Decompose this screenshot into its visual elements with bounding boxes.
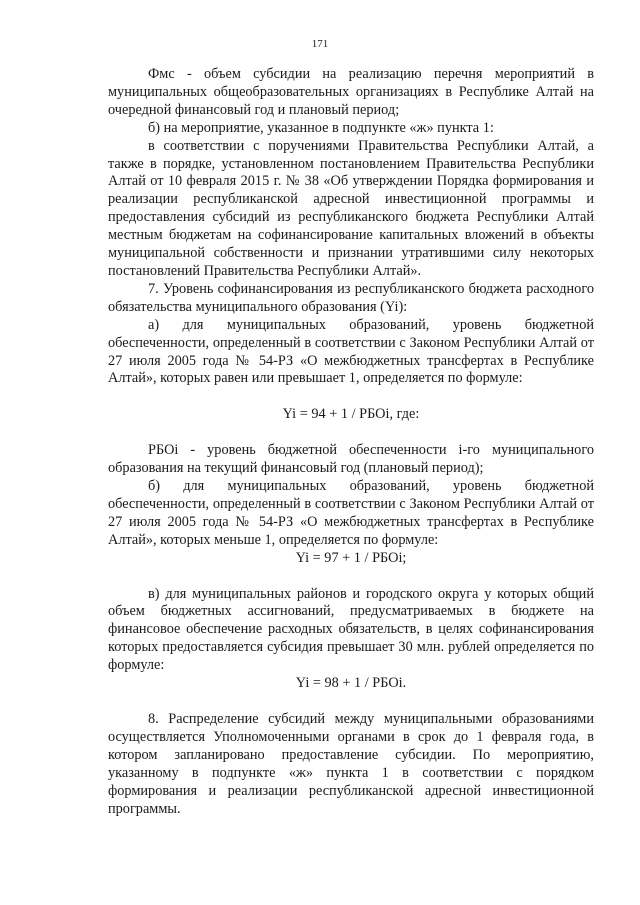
- paragraph-item-7: 7. Уровень софинансирования из республиканского бюджета расходного обязательства муниципального образования (Yi):: [108, 280, 594, 315]
- paragraph-fms-definition: Фмс - объем субсидии на реализацию перечня мероприятий в муниципальных общеобразовательных организациях в Республике Алтай на очередной финансовый год и плановый период;: [108, 66, 594, 118]
- paragraph-item-8: 8. Распределение субсидий между муниципальными образованиями осуществляется Уполномоченными органами в срок до 1 февраля года, в котором запланировано предоставление субсидии. По мероприятию, указанному в подпункте «ж» пункта 1 в соответствии с порядком формирования и реализации республиканской адресной инвестиционной программы.: [108, 711, 594, 817]
- formula-3: Yi = 98 + 1 / РБОi.: [295, 675, 407, 692]
- paragraph-item-7c: в) для муниципальных районов и городского округа у которых общий объем бюджетных ассигнований, предусматриваемых в бюджете на финансовое обеспечение расходных обязательств, в целях софинансирования которых предоставляется субсидия превышает 30 млн. рублей определяется по формуле:: [108, 585, 594, 674]
- document-body: [108, 66, 594, 818]
- formula-1: Yi = 94 + 1 / РБОi, где:: [282, 406, 420, 423]
- formula-2: Yi = 97 + 1 / РБОi;: [295, 549, 407, 566]
- paragraph-rbo-definition: РБОi - уровень бюджетной обеспеченности i-го муниципального образования на текущий финансовый год (плановый период);: [108, 442, 594, 477]
- paragraph-item-7b: б) для муниципальных образований, уровень бюджетной обеспеченности, определенный в соответствии с Законом Республики Алтай от 27 июля 2005 года № 54-РЗ «О межбюджетных трансфертах в Республике Алтай», которых меньше 1, определяется по формуле:: [108, 478, 594, 548]
- paragraph-item-7a: а) для муниципальных образований, уровень бюджетной обеспеченности, определенный в соответствии с Законом Республики Алтай от 27 июля 2005 года № 54-РЗ «О межбюджетных трансфертах в Республике Алтай», которых равен или превышает 1, определяется по формуле:: [108, 316, 594, 387]
- paragraph-subitem-b: б) на мероприятие, указанное в подпункте «ж» пункта 1:: [148, 119, 494, 136]
- page-number: 171: [311, 38, 329, 50]
- paragraph-government-order: в соответствии с поручениями Правительства Республики Алтай, а также в порядке, установленном постановлением Правительства Республики Алтай от 10 февраля 2015 г. № 38 «Об утверждении Порядка формирования и реализации республиканской адресной инвестиционной программы и предоставления субсидий из республиканского бюджета Республики Алтай местным бюджетам на софинансирование капитальных вложений в объекты муниципальной собственности и признании утратившими силу некоторых постановлений Правительства Республики Алтай».: [108, 137, 594, 279]
